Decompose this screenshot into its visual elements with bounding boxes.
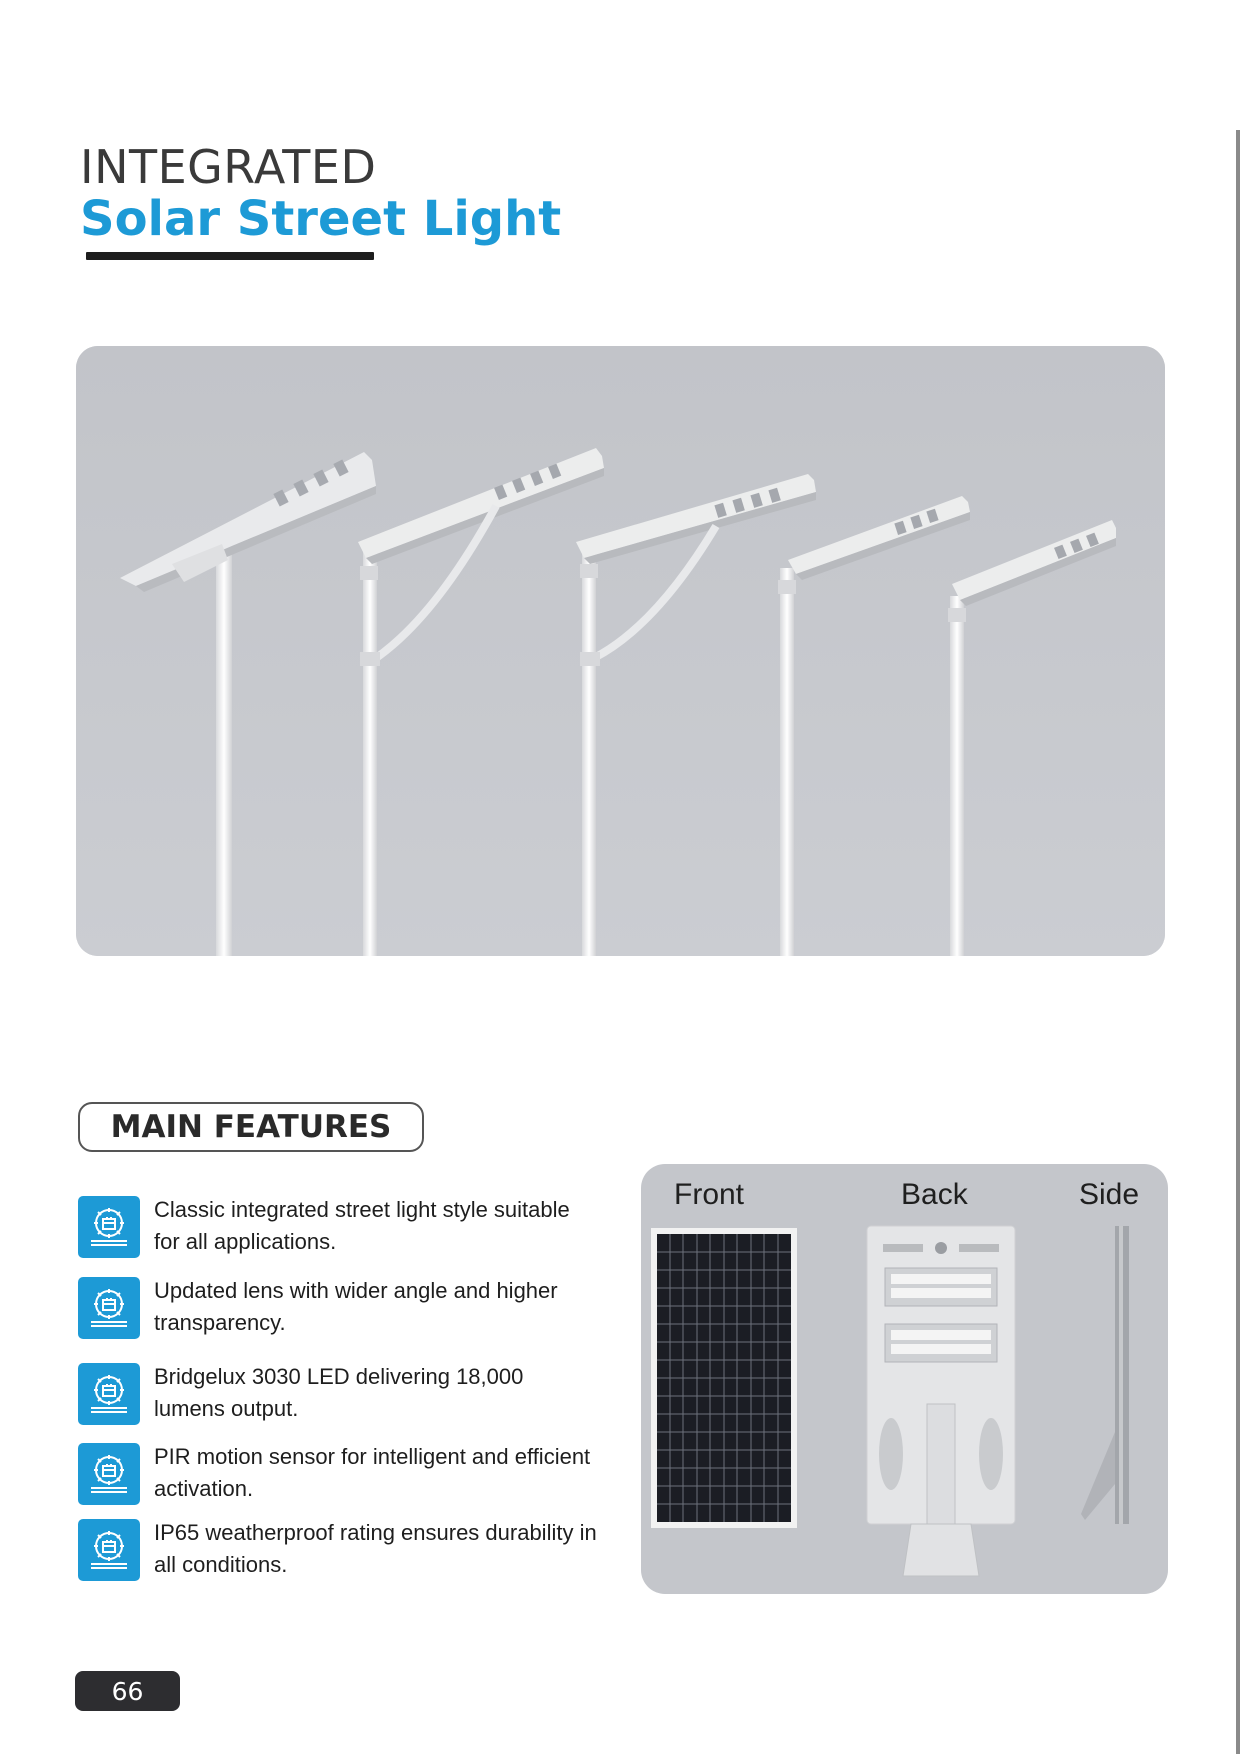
- feature-item: [78, 1196, 598, 1258]
- feature-text: IP65 weatherproof rating ensures durability in all conditions.: [154, 1520, 597, 1577]
- page-edge-bar: [1236, 130, 1240, 1754]
- back-view-label: Back: [901, 1178, 968, 1211]
- feature-item: [78, 1277, 598, 1339]
- gear-fist-icon: [78, 1196, 140, 1258]
- feature-text: PIR motion sensor for intelligent and efficient activation.: [154, 1444, 591, 1501]
- feature-item: [78, 1519, 598, 1581]
- feature-item: [78, 1443, 598, 1505]
- product-views-panel: [641, 1164, 1168, 1594]
- feature-text: Updated lens with wider angle and higher transparency.: [154, 1278, 558, 1335]
- street-lights-illustration: [76, 346, 1165, 956]
- title-underline: [86, 252, 374, 260]
- feature-item: [78, 1363, 598, 1425]
- front-view-label: Front: [674, 1178, 745, 1211]
- feature-text: Bridgelux 3030 LED delivering 18,000 lumens output.: [154, 1364, 524, 1421]
- main-features-heading: MAIN FEATURES: [78, 1102, 424, 1152]
- page-title: [80, 142, 561, 246]
- page-number: 66: [75, 1671, 180, 1711]
- hero-photo: [76, 346, 1165, 956]
- gear-fist-icon: [78, 1277, 140, 1339]
- gear-fist-icon: [78, 1519, 140, 1581]
- title-line-1: INTEGRATED: [80, 140, 377, 194]
- title-line-2: Solar Street Light: [80, 191, 562, 247]
- side-view-label: Side: [1079, 1178, 1140, 1211]
- solar-panel-front: [651, 1228, 797, 1528]
- gear-fist-icon: [78, 1363, 140, 1425]
- light-back-view: [867, 1226, 1015, 1576]
- product-views-illustration: [641, 1164, 1168, 1594]
- light-side-view: [1081, 1226, 1129, 1524]
- gear-fist-icon: [78, 1443, 140, 1505]
- feature-text: Classic integrated street light style suitable for all applications.: [154, 1197, 570, 1254]
